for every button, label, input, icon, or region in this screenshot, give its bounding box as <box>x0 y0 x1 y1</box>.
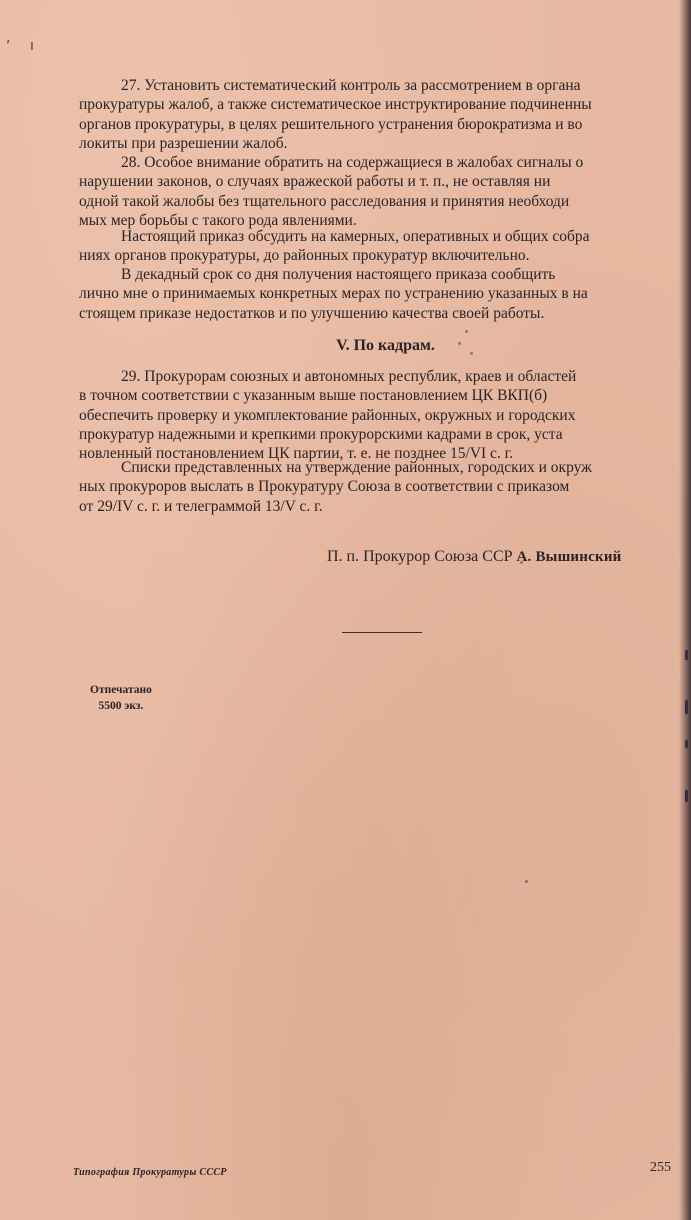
signature-name: А. Вышинский <box>516 549 622 565</box>
print-run-note <box>90 682 152 714</box>
print-run-label: Отпечатано <box>90 684 152 696</box>
ink-speck <box>525 880 528 883</box>
text-line: стоящем приказе недостатков и по улучшению качества своей работы. <box>79 304 545 322</box>
text-line: В декадный срок со дня получения настоящего приказа сообщить <box>121 266 556 283</box>
paragraph-discuss-order <box>79 227 686 266</box>
paragraph-lists <box>79 458 686 516</box>
text-line: лично мне о принимаемых конкретных мерах по устранению указанных в на <box>79 285 588 303</box>
text-line: новленный постановлением ЦК партии, т. е. не позднее 15/VI с. г. <box>79 445 514 463</box>
text-line: 27. Установить систематический контроль за рассмотрением в органа <box>121 77 581 94</box>
printer-imprint: Типография Прокуратуры СССР <box>73 1167 227 1178</box>
text-line: Настоящий приказ обсудить на камерных, оперативных и общих собра <box>121 228 590 245</box>
paragraph-29 <box>79 367 686 463</box>
text-line: органов прокуратуры, в целях решительного устранения бюрократизма и во <box>79 115 583 133</box>
text-line: мых мер борьбы с такого рода явлениями. <box>79 211 357 229</box>
ink-speck <box>465 330 468 333</box>
divider-rule <box>342 632 422 633</box>
print-run-count: 5500 экз. <box>98 700 144 712</box>
text-line: одной такой жалобы без тщательного расследования и принятия необходи <box>79 192 570 210</box>
text-line: ных прокуроров выслать в Прокуратуру Союза в соответствии с приказом <box>79 478 570 496</box>
paragraph-report <box>79 265 686 323</box>
signature-prefix: П. п. Прокурор Союза ССР <box>327 548 513 565</box>
text-line: 29. Прокурорам союзных и автономных республик, краев и областей <box>121 368 577 385</box>
edge-mark <box>685 650 688 660</box>
text-line: в точном соответствии с указанным выше постановлением ЦК ВКП(б) <box>79 387 548 405</box>
section-heading: V. По кадрам. <box>336 337 435 354</box>
paragraph-27 <box>79 76 686 153</box>
edge-mark <box>685 740 688 748</box>
text-line: прокуратуры жалоб, а также систематическое инструктирование подчиненны <box>79 96 592 114</box>
text-line: локиты при разрешении жалоб. <box>79 134 288 152</box>
ink-mark: ı <box>30 38 34 54</box>
text-line: обеспечить проверку и укомплектование районных, окружных и городских <box>79 406 576 424</box>
ink-mark: , <box>6 30 11 46</box>
text-line: от 29/IV с. г. и телеграммой 13/V с. г. <box>79 497 323 515</box>
edge-mark <box>685 700 688 714</box>
text-line: Списки представленных на утверждение районных, городских и окруж <box>121 459 592 476</box>
edge-mark <box>685 790 688 802</box>
text-line: прокуратур надежными и крепкими прокурорскими кадрами в срок, уста <box>79 425 563 443</box>
paragraph-28 <box>79 153 686 230</box>
text-line: 28. Особое внимание обратить на содержащиеся в жалобах сигналы о <box>121 154 584 171</box>
page-number: 255 <box>650 1160 671 1175</box>
text-line: нарушении законов, о случаях вражеской работы и т. п., не оставляя ни <box>79 173 551 191</box>
signature-block <box>327 548 622 566</box>
text-line: ниях органов прокуратуры, до районных прокуратур включительно. <box>79 247 530 265</box>
